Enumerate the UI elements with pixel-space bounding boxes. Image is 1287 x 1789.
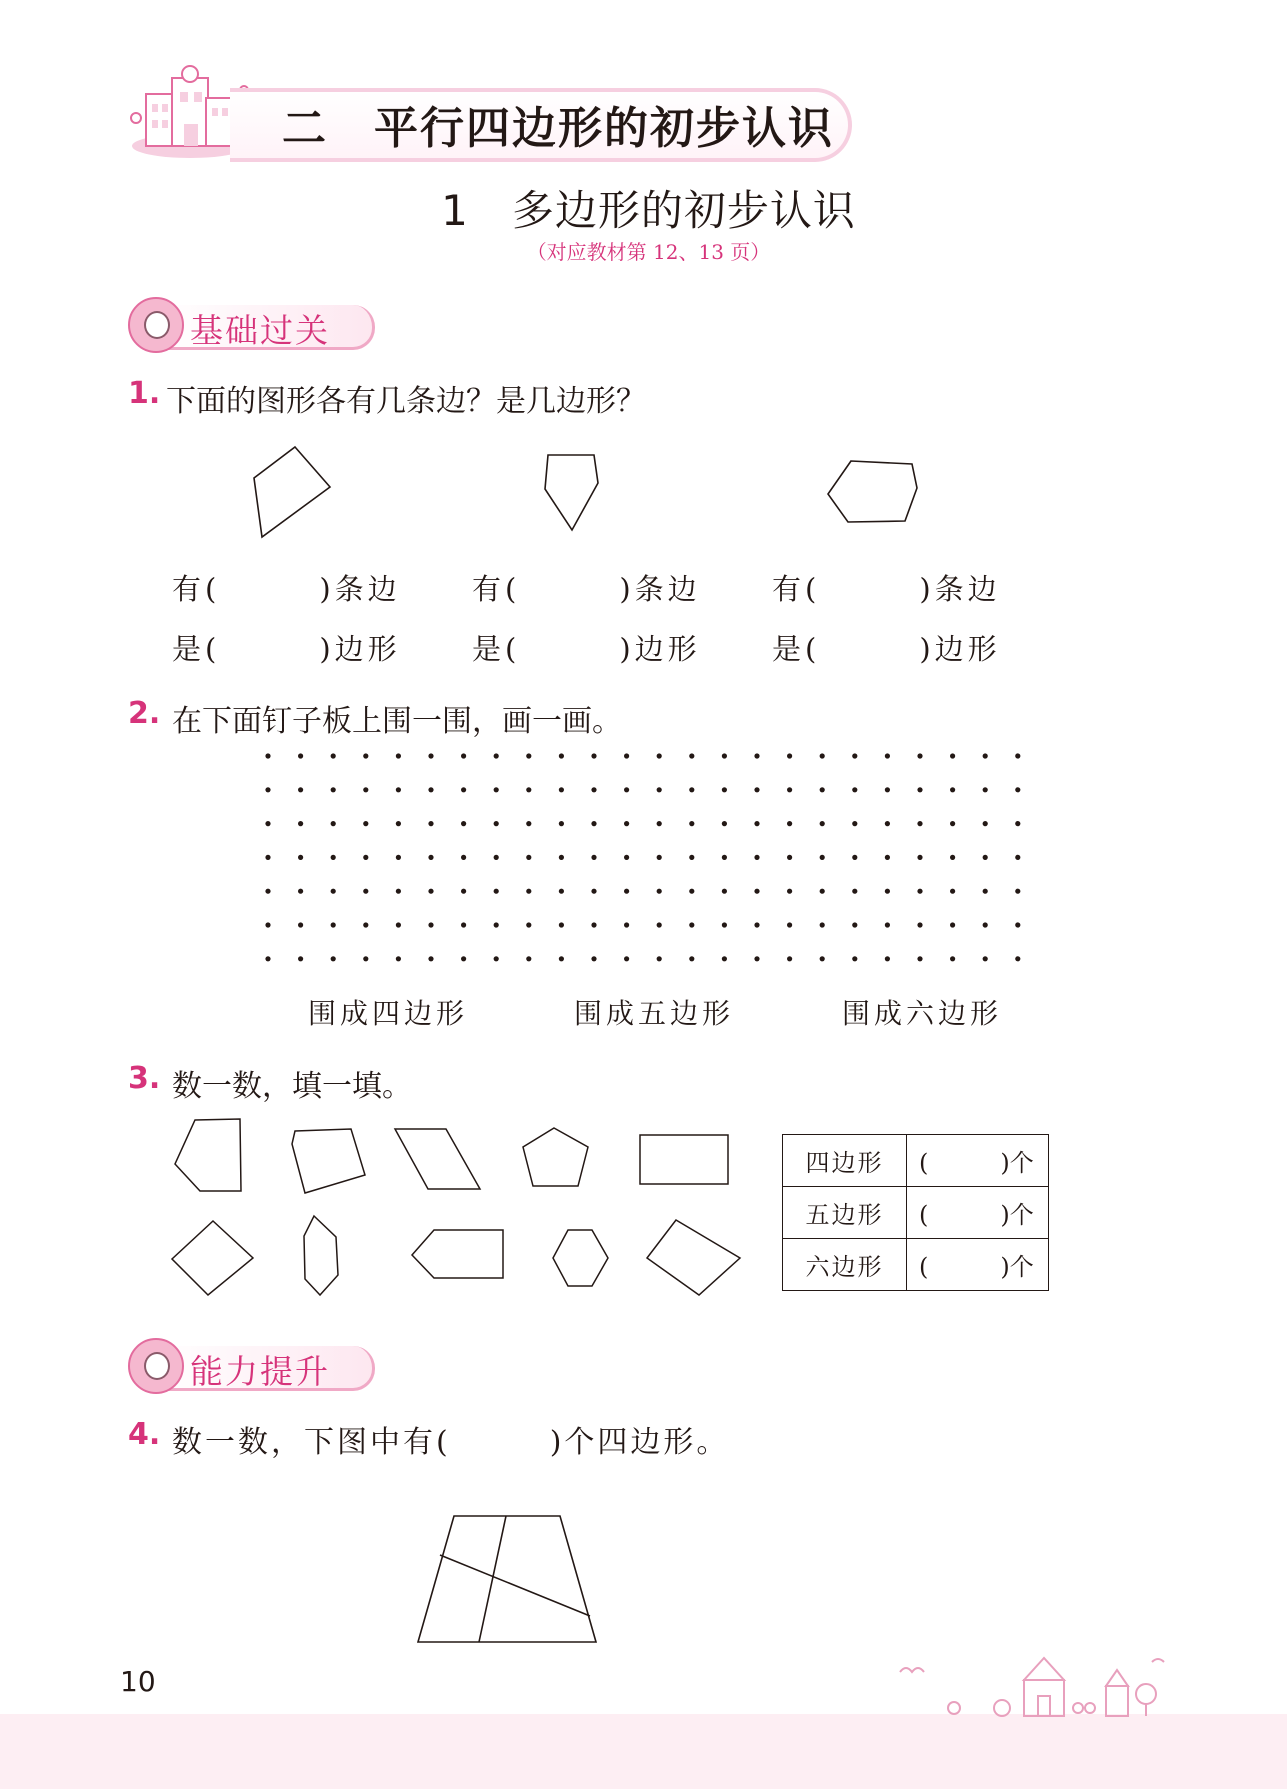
student-face-icon	[128, 1338, 184, 1394]
peg-dot[interactable]	[754, 753, 759, 758]
peg-dot[interactable]	[624, 753, 629, 758]
peg-dot[interactable]	[657, 787, 662, 792]
peg-dot[interactable]	[917, 889, 922, 894]
peg-dot[interactable]	[428, 821, 433, 826]
peg-dot[interactable]	[331, 855, 336, 860]
peg-dot[interactable]	[591, 956, 596, 961]
peg-dot[interactable]	[983, 821, 988, 826]
page-number: 10	[120, 1665, 156, 1698]
peg-dot[interactable]	[917, 855, 922, 860]
peg-dot[interactable]	[559, 855, 564, 860]
question-4-text: 数一数，下图中有( )个四边形。	[172, 1425, 730, 1460]
peg-dot[interactable]	[428, 889, 433, 894]
peg-dot[interactable]	[331, 787, 336, 792]
peg-dot[interactable]	[363, 922, 368, 927]
question-1-number: 1.	[128, 376, 161, 411]
peg-dot[interactable]	[1015, 787, 1020, 792]
peg-dot[interactable]	[461, 956, 466, 961]
peg-dot[interactable]	[559, 753, 564, 758]
table-row	[783, 1187, 1049, 1239]
peg-dot[interactable]	[852, 956, 857, 961]
peg-dot[interactable]	[396, 821, 401, 826]
peg-dot[interactable]	[494, 753, 499, 758]
peg-dot[interactable]	[363, 855, 368, 860]
peg-caption-pentagon: 围成五边形	[574, 997, 735, 1030]
lesson-title: 1 多边形的初步认识	[441, 186, 856, 235]
peg-dot[interactable]	[1015, 821, 1020, 826]
peg-dot[interactable]	[852, 753, 857, 758]
q1-shape-2-edges: 有( )条边	[472, 572, 701, 606]
peg-dot[interactable]	[787, 753, 792, 758]
peg-dot[interactable]	[1015, 855, 1020, 860]
peg-dot[interactable]	[722, 956, 727, 961]
peg-dot[interactable]	[494, 821, 499, 826]
peg-dot[interactable]	[591, 922, 596, 927]
peg-dot[interactable]	[624, 889, 629, 894]
peg-dot[interactable]	[754, 787, 759, 792]
peg-dot[interactable]	[885, 889, 890, 894]
q3-shape-quad-2	[292, 1129, 365, 1193]
peg-dot[interactable]	[624, 787, 629, 792]
section-header-basic	[128, 297, 388, 355]
question-2-number: 2.	[128, 696, 161, 731]
peg-dot[interactable]	[689, 787, 694, 792]
peg-dot[interactable]	[885, 855, 890, 860]
q4-trapezoid-figure	[414, 1510, 604, 1646]
peg-dot[interactable]	[559, 922, 564, 927]
peg-dot[interactable]	[331, 889, 336, 894]
peg-dot[interactable]	[657, 922, 662, 927]
q1-shape-3-type: 是( )边形	[772, 632, 1001, 666]
peg-dot[interactable]	[820, 889, 825, 894]
peg-dot[interactable]	[265, 753, 270, 758]
table-row	[783, 1239, 1049, 1291]
peg-dot[interactable]	[885, 922, 890, 927]
question-4-number: 4.	[128, 1417, 161, 1452]
peg-dot[interactable]	[917, 787, 922, 792]
peg-dot[interactable]	[298, 922, 303, 927]
peg-dot[interactable]	[820, 821, 825, 826]
peg-dot[interactable]	[461, 821, 466, 826]
peg-dot[interactable]	[722, 889, 727, 894]
peg-dot[interactable]	[657, 753, 662, 758]
peg-dot[interactable]	[331, 821, 336, 826]
peg-dot[interactable]	[950, 922, 955, 927]
q1-shape-2-type: 是( )边形	[472, 632, 701, 666]
peg-dot[interactable]	[494, 956, 499, 961]
chapter-title: 二 平行四边形的初步认识	[282, 103, 834, 154]
peg-dot[interactable]	[983, 922, 988, 927]
peg-dot[interactable]	[559, 821, 564, 826]
q3-shape-hexagon-1	[304, 1216, 338, 1295]
peg-dot[interactable]	[624, 922, 629, 927]
peg-dot[interactable]	[363, 753, 368, 758]
q3-shape-kite	[647, 1220, 740, 1295]
peg-dot[interactable]	[591, 889, 596, 894]
peg-dot[interactable]	[722, 753, 727, 758]
section-header-label: 基础过关	[190, 311, 330, 350]
peg-dot[interactable]	[591, 821, 596, 826]
peg-dot[interactable]	[689, 821, 694, 826]
table-shape-name: 五边形	[783, 1187, 907, 1239]
peg-dot[interactable]	[396, 922, 401, 927]
peg-dot[interactable]	[820, 922, 825, 927]
peg-dot[interactable]	[461, 787, 466, 792]
peg-dot[interactable]	[917, 821, 922, 826]
peg-dot[interactable]	[624, 956, 629, 961]
peg-dot[interactable]	[298, 821, 303, 826]
peg-dot[interactable]	[787, 787, 792, 792]
peg-dot[interactable]	[657, 855, 662, 860]
count-table	[782, 1134, 1049, 1291]
peg-dot[interactable]	[494, 889, 499, 894]
section-header-label: 能力提升	[190, 1352, 330, 1391]
peg-board[interactable]	[252, 740, 1052, 980]
peg-dot[interactable]	[950, 889, 955, 894]
peg-dot[interactable]	[917, 922, 922, 927]
peg-dot[interactable]	[983, 855, 988, 860]
peg-dot[interactable]	[298, 787, 303, 792]
section-header-advanced	[128, 1338, 388, 1396]
q1-shape-1-type: 是( )边形	[172, 632, 401, 666]
peg-dot[interactable]	[624, 855, 629, 860]
peg-dot[interactable]	[363, 889, 368, 894]
peg-dot[interactable]	[722, 855, 727, 860]
peg-dot[interactable]	[722, 821, 727, 826]
q3-shapes-group	[168, 1112, 748, 1302]
peg-dot[interactable]	[950, 855, 955, 860]
peg-dot[interactable]	[787, 889, 792, 894]
peg-dot[interactable]	[950, 956, 955, 961]
q3-shape-rectangle	[640, 1135, 728, 1184]
peg-dot[interactable]	[657, 889, 662, 894]
peg-dot[interactable]	[494, 787, 499, 792]
peg-dot[interactable]	[885, 787, 890, 792]
peg-dot[interactable]	[265, 855, 270, 860]
peg-dot[interactable]	[624, 821, 629, 826]
peg-dot[interactable]	[722, 787, 727, 792]
peg-dot[interactable]	[689, 956, 694, 961]
peg-dot[interactable]	[950, 821, 955, 826]
peg-dot[interactable]	[591, 855, 596, 860]
q1-quadrilateral-shape	[252, 445, 336, 541]
q1-shape-1-edges: 有( )条边	[172, 572, 401, 606]
peg-dot[interactable]	[1015, 922, 1020, 927]
peg-dot[interactable]	[363, 956, 368, 961]
peg-dot[interactable]	[363, 787, 368, 792]
peg-dot[interactable]	[689, 753, 694, 758]
peg-dot[interactable]	[461, 753, 466, 758]
peg-dot[interactable]	[526, 855, 531, 860]
peg-dot[interactable]	[526, 889, 531, 894]
peg-dot[interactable]	[885, 821, 890, 826]
peg-dot[interactable]	[1015, 889, 1020, 894]
question-3-text: 数一数，填一填。	[172, 1069, 412, 1104]
peg-dot[interactable]	[526, 787, 531, 792]
table-answer-blank[interactable]: ( )个	[907, 1135, 1049, 1187]
peg-dot[interactable]	[265, 889, 270, 894]
peg-dot[interactable]	[461, 855, 466, 860]
peg-dot[interactable]	[494, 922, 499, 927]
peg-dot[interactable]	[461, 889, 466, 894]
peg-dot[interactable]	[754, 956, 759, 961]
castle-illustration-icon	[880, 1650, 1180, 1720]
peg-dot[interactable]	[885, 956, 890, 961]
peg-dot[interactable]	[494, 855, 499, 860]
peg-dot[interactable]	[526, 956, 531, 961]
peg-dot[interactable]	[559, 956, 564, 961]
peg-dot[interactable]	[885, 753, 890, 758]
q3-shape-hexagon-2	[553, 1230, 608, 1286]
peg-dot[interactable]	[331, 922, 336, 927]
peg-dot[interactable]	[591, 787, 596, 792]
q3-shape-pentagon	[523, 1128, 588, 1186]
q1-hexagon-shape	[826, 458, 920, 524]
q1-pentagon-shape	[543, 452, 603, 534]
peg-dot[interactable]	[754, 922, 759, 927]
peg-dot[interactable]	[428, 922, 433, 927]
peg-dot[interactable]	[428, 753, 433, 758]
peg-dot[interactable]	[298, 753, 303, 758]
peg-dot[interactable]	[526, 753, 531, 758]
footer-band	[0, 1714, 1287, 1789]
peg-dot[interactable]	[983, 787, 988, 792]
peg-dot[interactable]	[657, 956, 662, 961]
peg-dot[interactable]	[559, 889, 564, 894]
q1-shape-3-edges: 有( )条边	[772, 572, 1001, 606]
peg-dot[interactable]	[526, 922, 531, 927]
student-face-icon	[128, 297, 184, 353]
peg-dot[interactable]	[689, 922, 694, 927]
peg-dot[interactable]	[559, 787, 564, 792]
table-answer-blank[interactable]: ( )个	[907, 1187, 1049, 1239]
peg-dot[interactable]	[526, 821, 531, 826]
peg-dot[interactable]	[754, 889, 759, 894]
question-3-number: 3.	[128, 1061, 161, 1096]
peg-dot[interactable]	[1015, 956, 1020, 961]
peg-dot[interactable]	[983, 753, 988, 758]
peg-dot[interactable]	[363, 821, 368, 826]
question-2-text: 在下面钉子板上围一围，画一画。	[172, 704, 622, 739]
peg-dot[interactable]	[591, 753, 596, 758]
peg-dot[interactable]	[689, 855, 694, 860]
peg-dot[interactable]	[461, 922, 466, 927]
peg-dot[interactable]	[852, 855, 857, 860]
q3-shape-quad-1	[175, 1119, 241, 1191]
q3-shape-parallelogram	[395, 1129, 480, 1189]
peg-dot[interactable]	[787, 855, 792, 860]
q3-shape-pentagon-2	[412, 1230, 503, 1278]
peg-dot[interactable]	[396, 787, 401, 792]
peg-dot[interactable]	[787, 821, 792, 826]
peg-dot[interactable]	[852, 889, 857, 894]
peg-dot[interactable]	[298, 855, 303, 860]
peg-dot[interactable]	[657, 821, 662, 826]
peg-dot[interactable]	[428, 855, 433, 860]
peg-dot[interactable]	[265, 922, 270, 927]
peg-dot[interactable]	[820, 787, 825, 792]
peg-dot[interactable]	[917, 956, 922, 961]
peg-dot[interactable]	[754, 821, 759, 826]
peg-dot[interactable]	[298, 889, 303, 894]
peg-dot[interactable]	[428, 956, 433, 961]
peg-dot[interactable]	[820, 956, 825, 961]
peg-dot[interactable]	[331, 956, 336, 961]
q3-shape-rhombus	[172, 1221, 253, 1295]
peg-dot[interactable]	[820, 753, 825, 758]
table-shape-name: 四边形	[783, 1135, 907, 1187]
question-1-text: 下面的图形各有几条边？是几边形？	[166, 384, 646, 419]
peg-dot[interactable]	[787, 956, 792, 961]
peg-dot[interactable]	[820, 855, 825, 860]
peg-dot[interactable]	[298, 956, 303, 961]
peg-dot[interactable]	[950, 753, 955, 758]
peg-dot[interactable]	[396, 889, 401, 894]
peg-dot[interactable]	[787, 922, 792, 927]
peg-dot[interactable]	[983, 889, 988, 894]
peg-caption-hexagon: 围成六边形	[842, 997, 1003, 1030]
peg-dot[interactable]	[428, 787, 433, 792]
peg-dot[interactable]	[265, 821, 270, 826]
peg-dot[interactable]	[396, 855, 401, 860]
peg-dot[interactable]	[852, 787, 857, 792]
peg-dot[interactable]	[852, 821, 857, 826]
peg-dot[interactable]	[983, 956, 988, 961]
peg-dot[interactable]	[265, 787, 270, 792]
peg-dot[interactable]	[917, 753, 922, 758]
table-answer-blank[interactable]: ( )个	[907, 1239, 1049, 1291]
lesson-reference-note: （对应教材第 12、13 页）	[526, 240, 771, 264]
peg-dot[interactable]	[396, 753, 401, 758]
peg-dot[interactable]	[722, 922, 727, 927]
peg-dot[interactable]	[950, 787, 955, 792]
table-row	[783, 1135, 1049, 1187]
peg-dot[interactable]	[396, 956, 401, 961]
peg-caption-quadrilateral: 围成四边形	[308, 997, 469, 1030]
peg-dot[interactable]	[331, 753, 336, 758]
peg-dot[interactable]	[754, 855, 759, 860]
peg-dot[interactable]	[1015, 753, 1020, 758]
table-shape-name: 六边形	[783, 1239, 907, 1291]
peg-dot[interactable]	[852, 922, 857, 927]
peg-dot[interactable]	[689, 889, 694, 894]
peg-dot[interactable]	[265, 956, 270, 961]
